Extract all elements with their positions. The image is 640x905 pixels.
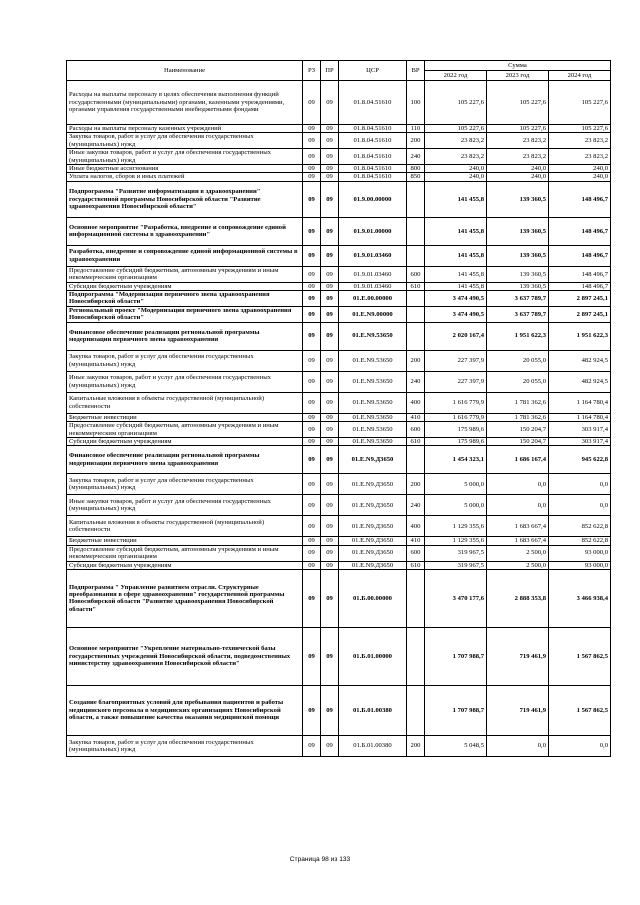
row-sum-2022-cell: 319 967,5 [425,561,487,569]
row-vr-cell [407,181,425,217]
row-rz-cell: 09 [303,282,321,290]
row-rz-cell: 09 [303,173,321,181]
row-csr-cell: 01.9.01.03460 [339,245,407,266]
row-vr-cell [407,322,425,350]
row-pr-cell: 09 [321,165,339,173]
row-sum-2022-cell: 1 707 988,7 [425,685,487,735]
row-sum-2022-cell: 227 397,9 [425,371,487,392]
row-sum-2023-cell: 3 637 789,7 [487,291,549,307]
row-name-cell: Расходы на выплаты персоналу казенных учреждений [67,125,303,133]
row-csr-cell: 01.E.N9.Д3650 [339,446,407,474]
row-rz-cell: 09 [303,245,321,266]
row-sum-2024-cell: 1 164 780,4 [549,413,611,421]
row-rz-cell: 09 [303,569,321,627]
row-sum-2024-cell: 852 622,8 [549,537,611,545]
table-row [67,81,611,125]
row-vr-cell: 110 [407,125,425,133]
row-sum-2022-cell: 2 020 167,4 [425,322,487,350]
row-csr-cell: 01.E.N9.53650 [339,350,407,371]
row-pr-cell: 09 [321,516,339,537]
row-name-cell: Бюджетные инвестиции [67,537,303,545]
row-pr-cell: 09 [321,181,339,217]
row-vr-cell: 850 [407,173,425,181]
row-sum-2023-cell: 2 500,0 [487,545,549,561]
row-sum-2024-cell: 1 164 780,4 [549,392,611,413]
row-csr-cell: 01.E.00.00000 [339,291,407,307]
row-name-cell: Предоставление субсидий бюджетным, автономным учреждениям и иным некоммерческим организациям [67,266,303,282]
row-rz-cell: 09 [303,322,321,350]
row-sum-2023-cell: 0,0 [487,474,549,495]
row-sum-2022-cell: 5 000,0 [425,495,487,516]
table-row [67,561,611,569]
row-pr-cell: 09 [321,291,339,307]
row-vr-cell [407,291,425,307]
row-csr-cell: 01.E.N9.Д3650 [339,537,407,545]
row-name-cell: Закупка товаров, работ и услуг для обеспечения государственных (муниципальных) нужд [67,350,303,371]
table-row [67,446,611,474]
row-rz-cell: 09 [303,413,321,421]
table-row [67,181,611,217]
row-sum-2022-cell: 23 823,2 [425,149,487,165]
row-csr-cell: 01.8.04.51610 [339,133,407,149]
table-row [67,392,611,413]
row-sum-2024-cell: 148 496,7 [549,282,611,290]
row-name-cell: Предоставление субсидий бюджетным, автономным учреждениям и иным некоммерческим организациям [67,422,303,438]
row-rz-cell: 09 [303,446,321,474]
row-sum-2024-cell: 93 000,0 [549,561,611,569]
header-name: Наименование [67,61,303,81]
row-rz-cell: 09 [303,422,321,438]
row-name-cell: Основное мероприятие "Разработка, внедрение и сопровождение единой информационной системы в здравоохранении" [67,217,303,245]
row-csr-cell: 01.8.04.51610 [339,173,407,181]
table-row [67,125,611,133]
row-csr-cell: 01.Б.01.00380 [339,685,407,735]
row-sum-2023-cell: 0,0 [487,735,549,756]
row-pr-cell: 09 [321,306,339,322]
table-row [67,516,611,537]
row-pr-cell: 09 [321,133,339,149]
row-csr-cell: 01.E.N9.Д3650 [339,545,407,561]
row-csr-cell: 01.8.04.51610 [339,81,407,125]
row-sum-2024-cell: 2 897 245,1 [549,306,611,322]
row-rz-cell: 09 [303,81,321,125]
row-name-cell: Иные закупки товаров, работ и услуг для обеспечения государственных (муниципальных) нужд [67,495,303,516]
row-sum-2023-cell: 3 637 789,7 [487,306,549,322]
row-pr-cell: 09 [321,685,339,735]
row-pr-cell: 09 [321,149,339,165]
row-vr-cell: 410 [407,537,425,545]
header-csr: ЦСР [339,61,407,81]
row-sum-2024-cell: 0,0 [549,495,611,516]
row-sum-2022-cell: 1 616 779,9 [425,413,487,421]
row-rz-cell: 09 [303,306,321,322]
row-pr-cell: 09 [321,371,339,392]
table-row [67,306,611,322]
table-row [67,291,611,307]
row-rz-cell: 09 [303,291,321,307]
table-body [67,81,611,757]
table-row [67,350,611,371]
budget-table-container [66,60,610,757]
row-sum-2022-cell: 3 474 490,5 [425,291,487,307]
row-name-cell: Субсидии бюджетным учреждениям [67,437,303,445]
row-name-cell: Финансовое обеспечение реализации региональной программы модернизации первичного звена здравоохранения [67,322,303,350]
row-csr-cell: 01.E.N9.00000 [339,306,407,322]
header-year-2022: 2022 год [425,71,487,81]
row-sum-2022-cell: 1 129 355,6 [425,537,487,545]
row-vr-cell: 600 [407,422,425,438]
row-sum-2024-cell: 148 496,7 [549,266,611,282]
row-sum-2022-cell: 141 455,8 [425,282,487,290]
row-name-cell: Подпрограмма " Управление развитием отрасли. Структурные преобразования в сфере здравоохранения" государственной программы Новосибирской области "Развитие здравоохранения Новосибирской области" [67,569,303,627]
row-sum-2022-cell: 141 455,8 [425,181,487,217]
row-pr-cell: 09 [321,735,339,756]
table-row [67,495,611,516]
row-name-cell: Бюджетные инвестиции [67,413,303,421]
header-rz: РЗ [303,61,321,81]
row-sum-2023-cell: 1 951 622,3 [487,322,549,350]
row-sum-2024-cell: 945 622,8 [549,446,611,474]
row-sum-2024-cell: 482 924,5 [549,371,611,392]
row-sum-2023-cell: 240,0 [487,173,549,181]
table-row [67,266,611,282]
row-sum-2022-cell: 3 470 177,6 [425,569,487,627]
row-sum-2024-cell: 303 917,4 [549,437,611,445]
row-rz-cell: 09 [303,165,321,173]
row-sum-2022-cell: 240,0 [425,165,487,173]
row-name-cell: Иные бюджетные ассигнования [67,165,303,173]
header-sum: Сумма [425,61,611,71]
row-sum-2023-cell: 719 461,9 [487,685,549,735]
row-sum-2024-cell: 23 823,2 [549,133,611,149]
row-vr-cell: 400 [407,516,425,537]
row-sum-2022-cell: 175 989,6 [425,437,487,445]
row-vr-cell: 200 [407,133,425,149]
row-sum-2024-cell: 23 823,2 [549,149,611,165]
row-csr-cell: 01.Б.00.00000 [339,569,407,627]
row-pr-cell: 09 [321,413,339,421]
row-vr-cell: 240 [407,149,425,165]
row-csr-cell: 01.9.00.00000 [339,181,407,217]
row-sum-2023-cell: 139 360,5 [487,266,549,282]
row-pr-cell: 09 [321,561,339,569]
row-name-cell: Предоставление субсидий бюджетным, автономным учреждениям и иным некоммерческим организациям [67,545,303,561]
header-year-2023: 2023 год [487,71,549,81]
row-vr-cell: 610 [407,437,425,445]
row-sum-2024-cell: 303 917,4 [549,422,611,438]
row-sum-2024-cell: 852 622,8 [549,516,611,537]
row-sum-2022-cell: 5 000,0 [425,474,487,495]
row-name-cell: Субсидии бюджетным учреждениям [67,282,303,290]
row-name-cell: Региональный проект "Модернизация первичного звена здравоохранения Новосибирской области" [67,306,303,322]
row-csr-cell: 01.9.01.03460 [339,266,407,282]
table-row [67,537,611,545]
row-sum-2022-cell: 1 707 988,7 [425,627,487,685]
row-sum-2023-cell: 1 781 362,6 [487,413,549,421]
row-vr-cell: 600 [407,266,425,282]
row-rz-cell: 09 [303,627,321,685]
row-name-cell: Уплата налогов, сборов и иных платежей [67,173,303,181]
row-sum-2023-cell: 105 227,6 [487,81,549,125]
row-sum-2022-cell: 5 048,5 [425,735,487,756]
row-sum-2024-cell: 1 951 622,3 [549,322,611,350]
table-row [67,735,611,756]
row-csr-cell: 01.9.01.03460 [339,282,407,290]
row-vr-cell: 100 [407,81,425,125]
row-vr-cell: 200 [407,474,425,495]
row-name-cell: Закупка товаров, работ и услуг для обеспечения государственных (муниципальных) нужд [67,474,303,495]
row-sum-2022-cell: 319 967,5 [425,545,487,561]
row-sum-2023-cell: 23 823,2 [487,149,549,165]
header-year-2024: 2024 год [549,71,611,81]
row-rz-cell: 09 [303,545,321,561]
row-sum-2023-cell: 1 781 362,6 [487,392,549,413]
row-sum-2023-cell: 105 227,6 [487,125,549,133]
row-pr-cell: 09 [321,350,339,371]
table-row [67,627,611,685]
row-vr-cell [407,627,425,685]
table-row [67,217,611,245]
row-sum-2022-cell: 175 989,6 [425,422,487,438]
row-sum-2022-cell: 141 455,8 [425,266,487,282]
row-vr-cell [407,245,425,266]
row-name-cell: Иные закупки товаров, работ и услуг для обеспечения государственных (муниципальных) нужд [67,371,303,392]
table-row [67,282,611,290]
row-sum-2024-cell: 148 496,7 [549,245,611,266]
row-pr-cell: 09 [321,495,339,516]
row-sum-2023-cell: 0,0 [487,495,549,516]
row-rz-cell: 09 [303,437,321,445]
row-vr-cell: 400 [407,392,425,413]
row-pr-cell: 09 [321,569,339,627]
row-vr-cell: 240 [407,495,425,516]
row-sum-2024-cell: 105 227,6 [549,81,611,125]
row-name-cell: Закупка товаров, работ и услуг для обеспечения государственных (муниципальных) нужд [67,133,303,149]
row-vr-cell [407,306,425,322]
row-name-cell: Финансовое обеспечение реализации региональной программы модернизации первичного звена здравоохранения [67,446,303,474]
row-rz-cell: 09 [303,149,321,165]
row-vr-cell: 200 [407,350,425,371]
row-rz-cell: 09 [303,350,321,371]
row-sum-2024-cell: 105 227,6 [549,125,611,133]
row-name-cell: Закупка товаров, работ и услуг для обеспечения государственных (муниципальных) нужд [67,735,303,756]
row-name-cell: Основное мероприятие "Укрепление материально-технической базы государственных учреждений Новосибирской области, подведомственных министерству здравоохранения Новосибирской области" [67,627,303,685]
row-csr-cell: 01.E.N9.53650 [339,437,407,445]
row-pr-cell: 09 [321,537,339,545]
row-sum-2022-cell: 23 823,2 [425,133,487,149]
row-vr-cell [407,217,425,245]
row-name-cell: Расходы на выплаты персоналу в целях обеспечения выполнения функций государственными (муниципальными) органами, казенными учреждениями, органами управления государственными внебюджетными фондами [67,81,303,125]
row-sum-2022-cell: 1 454 323,1 [425,446,487,474]
row-csr-cell: 01.Б.01.00000 [339,627,407,685]
row-sum-2024-cell: 240,0 [549,165,611,173]
row-sum-2024-cell: 0,0 [549,474,611,495]
row-rz-cell: 09 [303,735,321,756]
row-sum-2023-cell: 240,0 [487,165,549,173]
row-name-cell: Разработка, внедрение и сопровождение единой информационной системы в здравоохранении [67,245,303,266]
table-row [67,165,611,173]
row-vr-cell [407,569,425,627]
row-csr-cell: 01.E.N9.Д3650 [339,495,407,516]
table-row [67,545,611,561]
row-sum-2023-cell: 139 360,5 [487,181,549,217]
table-row [67,371,611,392]
row-pr-cell: 09 [321,173,339,181]
header-vr: ВР [407,61,425,81]
row-csr-cell: 01.E.N9.Д3650 [339,474,407,495]
row-rz-cell: 09 [303,266,321,282]
row-pr-cell: 09 [321,125,339,133]
row-sum-2023-cell: 23 823,2 [487,133,549,149]
row-name-cell: Капитальные вложения в объекты государственной (муниципальной) собственности [67,392,303,413]
row-rz-cell: 09 [303,537,321,545]
row-csr-cell: 01.8.04.51610 [339,149,407,165]
row-name-cell: Подпрограмма "Развитие информатизации в здравоохранении" государственной программы Новосибирской области "Развитие здравоохранения Новосибирской области" [67,181,303,217]
row-sum-2022-cell: 141 455,8 [425,217,487,245]
row-csr-cell: 01.E.N9.53650 [339,371,407,392]
row-rz-cell: 09 [303,371,321,392]
row-rz-cell: 09 [303,181,321,217]
row-sum-2023-cell: 1 686 167,4 [487,446,549,474]
row-sum-2024-cell: 1 567 862,5 [549,685,611,735]
row-sum-2023-cell: 1 683 667,4 [487,516,549,537]
table-row [67,422,611,438]
row-pr-cell: 09 [321,245,339,266]
row-pr-cell: 09 [321,437,339,445]
row-sum-2023-cell: 2 500,0 [487,561,549,569]
row-sum-2022-cell: 1 616 779,9 [425,392,487,413]
row-name-cell: Иные закупки товаров, работ и услуг для обеспечения государственных (муниципальных) нужд [67,149,303,165]
row-pr-cell: 09 [321,627,339,685]
row-name-cell: Подпрограмма "Модернизация первичного звена здравоохранения Новосибирской области" [67,291,303,307]
row-csr-cell: 01.E.N9.53650 [339,392,407,413]
row-vr-cell: 200 [407,735,425,756]
row-rz-cell: 09 [303,516,321,537]
row-sum-2024-cell: 240,0 [549,173,611,181]
row-sum-2024-cell: 148 496,7 [549,181,611,217]
row-pr-cell: 09 [321,81,339,125]
row-csr-cell: 01.Б.01.00380 [339,735,407,756]
row-pr-cell: 09 [321,422,339,438]
row-csr-cell: 01.E.N9.53650 [339,422,407,438]
header-pr: ПР [321,61,339,81]
row-sum-2022-cell: 141 455,8 [425,245,487,266]
row-sum-2022-cell: 227 397,9 [425,350,487,371]
row-sum-2023-cell: 2 888 353,8 [487,569,549,627]
row-sum-2022-cell: 240,0 [425,173,487,181]
row-name-cell: Капитальные вложения в объекты государственной (муниципальной) собственности [67,516,303,537]
row-sum-2022-cell: 105 227,6 [425,81,487,125]
row-name-cell: Субсидии бюджетным учреждениям [67,561,303,569]
row-pr-cell: 09 [321,446,339,474]
row-sum-2024-cell: 0,0 [549,735,611,756]
row-sum-2024-cell: 3 466 938,4 [549,569,611,627]
row-pr-cell: 09 [321,282,339,290]
row-rz-cell: 09 [303,125,321,133]
table-row [67,149,611,165]
row-rz-cell: 09 [303,133,321,149]
row-sum-2024-cell: 148 496,7 [549,217,611,245]
row-vr-cell: 410 [407,413,425,421]
row-sum-2023-cell: 20 055,0 [487,371,549,392]
row-csr-cell: 01.E.N9.53650 [339,413,407,421]
row-sum-2024-cell: 93 000,0 [549,545,611,561]
row-sum-2023-cell: 1 683 667,4 [487,537,549,545]
row-sum-2024-cell: 1 567 862,5 [549,627,611,685]
row-sum-2022-cell: 1 129 355,6 [425,516,487,537]
row-vr-cell: 610 [407,561,425,569]
row-sum-2023-cell: 139 360,5 [487,217,549,245]
row-vr-cell [407,446,425,474]
row-vr-cell: 600 [407,545,425,561]
row-pr-cell: 09 [321,474,339,495]
row-sum-2023-cell: 719 461,9 [487,627,549,685]
table-row [67,413,611,421]
row-csr-cell: 01.8.04.51610 [339,165,407,173]
row-csr-cell: 01.E.N9.Д3650 [339,561,407,569]
row-csr-cell: 01.8.04.51610 [339,125,407,133]
row-sum-2022-cell: 3 474 490,5 [425,306,487,322]
row-sum-2024-cell: 2 897 245,1 [549,291,611,307]
row-sum-2023-cell: 20 055,0 [487,350,549,371]
row-pr-cell: 09 [321,545,339,561]
row-name-cell: Создание благоприятных условий для пребывания пациентов и работы медицинского персонала в медицинских организациях Новосибирской области, а также повышение качества оказания медицинской помощи [67,685,303,735]
row-sum-2023-cell: 139 360,5 [487,282,549,290]
row-rz-cell: 09 [303,392,321,413]
budget-table [66,60,611,757]
row-pr-cell: 09 [321,217,339,245]
table-row [67,569,611,627]
row-vr-cell: 610 [407,282,425,290]
table-row [67,685,611,735]
row-rz-cell: 09 [303,495,321,516]
row-rz-cell: 09 [303,561,321,569]
row-csr-cell: 01.E.N9.53650 [339,322,407,350]
table-row [67,474,611,495]
row-pr-cell: 09 [321,322,339,350]
row-vr-cell [407,685,425,735]
row-rz-cell: 09 [303,685,321,735]
table-row [67,322,611,350]
table-row [67,245,611,266]
table-row [67,173,611,181]
row-sum-2024-cell: 482 924,5 [549,350,611,371]
row-rz-cell: 09 [303,217,321,245]
row-rz-cell: 09 [303,474,321,495]
row-pr-cell: 09 [321,266,339,282]
row-vr-cell: 800 [407,165,425,173]
row-csr-cell: 01.E.N9.Д3650 [339,516,407,537]
row-sum-2022-cell: 105 227,6 [425,125,487,133]
row-sum-2023-cell: 150 204,7 [487,437,549,445]
row-pr-cell: 09 [321,392,339,413]
row-vr-cell: 240 [407,371,425,392]
page-number: Страница 98 из 133 [289,856,351,863]
row-csr-cell: 01.9.01.00000 [339,217,407,245]
table-row [67,437,611,445]
row-sum-2023-cell: 139 360,5 [487,245,549,266]
row-sum-2023-cell: 150 204,7 [487,422,549,438]
table-row [67,133,611,149]
